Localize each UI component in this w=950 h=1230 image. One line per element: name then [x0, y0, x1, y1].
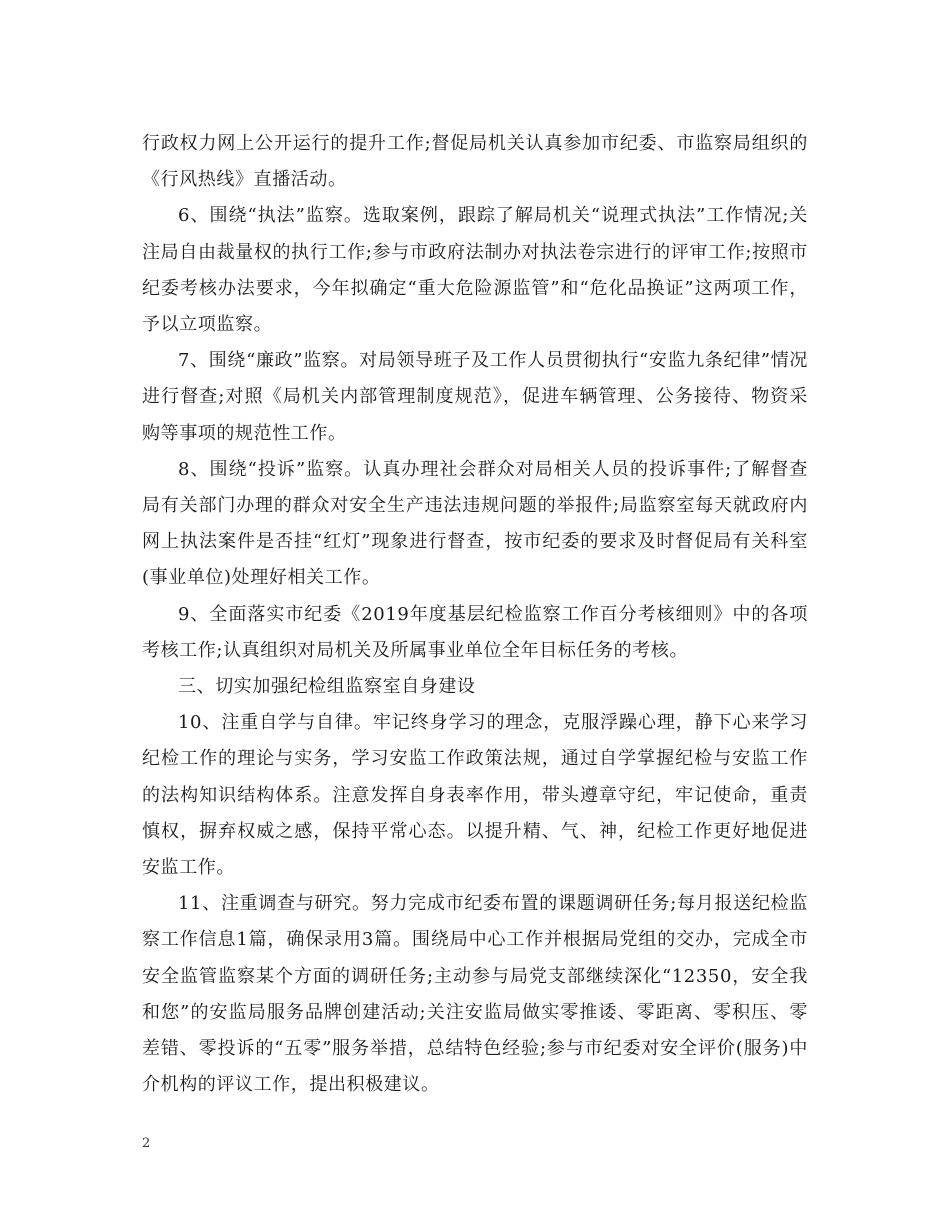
section-heading-3: 三、切实加强纪检组监察室自身建设	[178, 676, 476, 698]
page-number: 2	[142, 1136, 151, 1151]
paragraph-item-8: 8、围绕“投诉”监察。认真办理社会群众对局相关人员的投诉事件;了解督查局有关部门办理的群众对安全生产违法违规问题的举报件;局监察室每天就政府内网上执法案件是否挂“红灯”现象进行督查，按市纪委的要求及时督促局有关科室(事业单位)处理好相关工作。	[142, 458, 808, 589]
paragraph-item-6: 6、围绕“执法”监察。选取案例，跟踪了解局机关“说理式执法”工作情况;关注局自由裁量权的执行工作;参与市政府法制办对执法卷宗进行的评审工作;按照市纪委考核办法要求，今年拟确定“重大危险源监管”和“危化品换证”这两项工作，予以立项监察。	[142, 205, 808, 336]
document-page	[142, 126, 808, 1103]
paragraph-continuation: 行政权力网上公开运行的提升工作;督促局机关认真参加市纪委、市监察局组织的《行风热线》直播活动。	[142, 133, 808, 191]
paragraph-item-9: 9、全面落实市纪委《2019年度基层纪检监察工作百分考核细则》中的各项考核工作;认真组织对局机关及所属事业单位全年目标任务的考核。	[142, 603, 808, 661]
paragraph-item-11: 11、注重调查与研究。努力完成市纪委布置的课题调研任务;每月报送纪检监察工作信息1篇，确保录用3篇。围绕局中心工作并根据局党组的交办，完成全市安全监管监察某个方面的调研任务;主动参与局党支部继续深化“12350，安全我和您”的安监局服务品牌创建活动;关注安监局做实零推诿、零距离、零积压、零差错、零投诉的“五零”服务举措，总结特色经验;参与市纪委对安全评价(服务)中介机构的评议工作，提出积极建议。	[142, 893, 808, 1096]
paragraph-item-7: 7、围绕“廉政”监察。对局领导班子及工作人员贯彻执行“安监九条纪律”情况进行督查;对照《局机关内部管理制度规范》，促进车辆管理、公务接待、物资采购等事项的规范性工作。	[142, 350, 808, 444]
paragraph-item-10: 10、注重自学与自律。牢记终身学习的理念，克服浮躁心理，静下心来学习纪检工作的理论与实务，学习安监工作政策法规，通过自学掌握纪检与安监工作的法构知识结构体系。注意发挥自身表率作用，带头遵章守纪，牢记使命，重责慎权，摒弃权威之感，保持平常心态。以提升精、气、神，纪检工作更好地促进安监工作。	[142, 712, 808, 879]
